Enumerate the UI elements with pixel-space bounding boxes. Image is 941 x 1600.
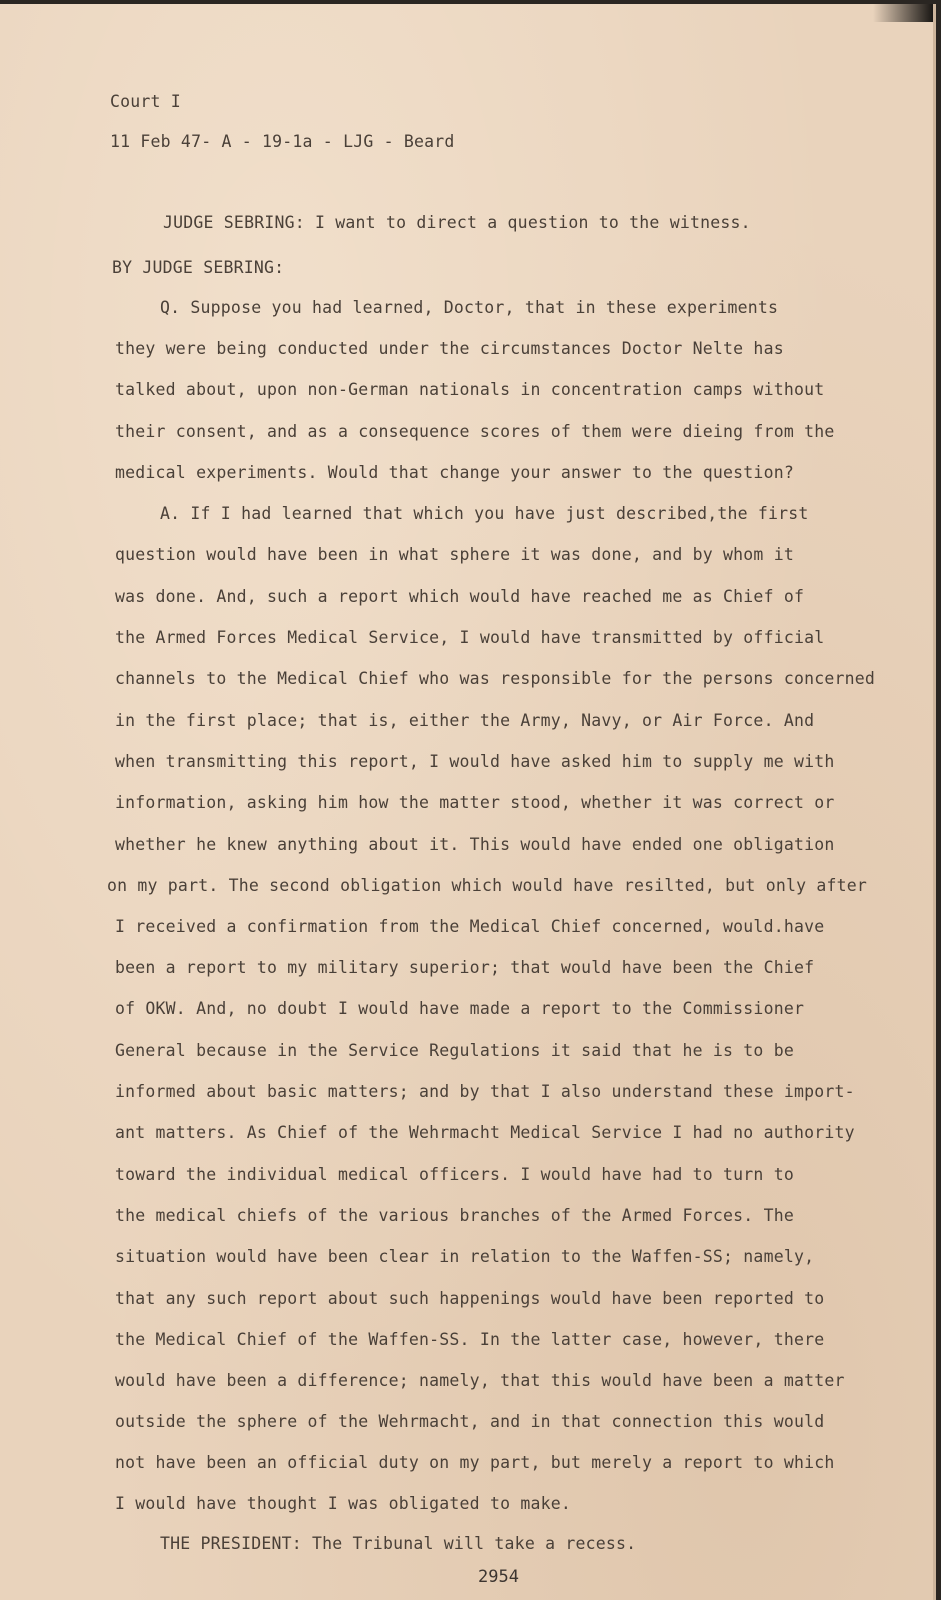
body-line: ant matters. As Chief of the Wehrmacht Medical Service I had no authority bbox=[115, 1123, 855, 1142]
body-line: they were being conducted under the circumstances Doctor Nelte has bbox=[115, 339, 784, 358]
body-line: I would have thought I was obligated to make. bbox=[115, 1494, 572, 1513]
body-line: outside the sphere of the Wehrmacht, and in that connection this would bbox=[115, 1412, 825, 1431]
body-line: information, asking him how the matter stood, whether it was correct or bbox=[115, 793, 835, 812]
body-line: in the first place; that is, either the Army, Navy, or Air Force. And bbox=[115, 711, 815, 730]
body-line: channels to the Medical Chief who was responsible for the persons concerned bbox=[115, 669, 876, 688]
body-line: not have been an official duty on my part, but merely a report to which bbox=[115, 1453, 835, 1472]
body-line: was done. And, such a report which would have reached me as Chief of bbox=[115, 587, 805, 606]
body-line: whether he knew anything about it. This would have ended one obligation bbox=[115, 835, 835, 854]
body-line: medical experiments. Would that change your answer to the question? bbox=[115, 463, 794, 482]
body-line: situation would have been clear in relation to the Waffen-SS; namely, bbox=[115, 1247, 815, 1266]
body-line: JUDGE SEBRING: I want to direct a question to the witness. bbox=[163, 213, 751, 232]
body-line: the medical chiefs of the various branches of the Armed Forces. The bbox=[115, 1206, 794, 1225]
session-reference: 11 Feb 47- A - 19-1a - LJG - Beard bbox=[110, 132, 455, 151]
body-line: talked about, upon non-German nationals in concentration camps without bbox=[115, 380, 825, 399]
body-line: A. If I had learned that which you have just described,the first bbox=[160, 504, 809, 523]
body-line: Q. Suppose you had learned, Doctor, that in these experiments bbox=[160, 298, 779, 317]
page-number: 2954 bbox=[478, 1567, 519, 1587]
body-line: been a report to my military superior; that would have been the Chief bbox=[115, 958, 815, 977]
body-line: question would have been in what sphere it was done, and by whom it bbox=[115, 545, 794, 564]
body-line: BY JUDGE SEBRING: bbox=[112, 258, 285, 277]
body-line: General because in the Service Regulations it said that he is to be bbox=[115, 1041, 794, 1060]
scan-edge-shadow bbox=[873, 4, 933, 22]
body-line: toward the individual medical officers. I would have had to turn to bbox=[115, 1165, 794, 1184]
body-line: would have been a difference; namely, that this would have been a matter bbox=[115, 1371, 845, 1390]
body-line: on my part. The second obligation which would have resilted, but only after bbox=[107, 876, 868, 895]
body-line: of OKW. And, no doubt I would have made a report to the Commissioner bbox=[115, 999, 805, 1018]
body-line: the Armed Forces Medical Service, I would have transmitted by official bbox=[115, 628, 825, 647]
court-label: Court I bbox=[110, 92, 181, 111]
body-line: the Medical Chief of the Waffen-SS. In the latter case, however, there bbox=[115, 1330, 825, 1349]
body-line: I received a confirmation from the Medical Chief concerned, would.have bbox=[115, 917, 825, 936]
body-line: their consent, and as a consequence scores of them were dieing from the bbox=[115, 422, 835, 441]
document-page bbox=[0, 4, 936, 1600]
body-line: when transmitting this report, I would have asked him to supply me with bbox=[115, 752, 835, 771]
body-line: informed about basic matters; and by that I also understand these import- bbox=[115, 1082, 855, 1101]
body-line: that any such report about such happenings would have been reported to bbox=[115, 1289, 825, 1308]
body-line: THE PRESIDENT: The Tribunal will take a recess. bbox=[160, 1534, 637, 1553]
